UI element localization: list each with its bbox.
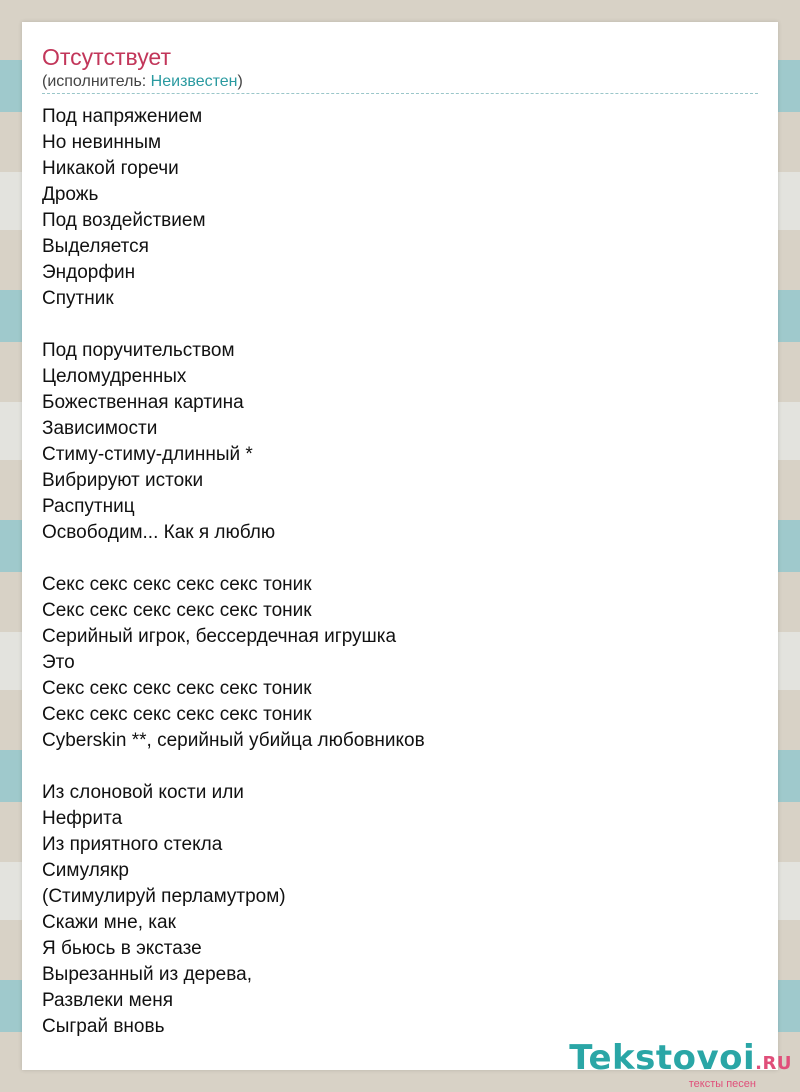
artist-suffix: ) <box>237 73 243 90</box>
lyric-line: Серийный игрок, бессердечная игрушка <box>42 626 397 647</box>
lyric-line: Секс секс секс секс секс тоник <box>42 574 312 595</box>
lyric-line: Это <box>42 652 75 673</box>
divider <box>42 93 758 94</box>
lyric-line: Освободим... Как я люблю <box>42 522 276 543</box>
lyric-line: Под напряжением <box>42 106 203 127</box>
artist-line <box>42 72 243 92</box>
lyric-line: Вырезанный из дерева, <box>42 964 252 985</box>
lyric-line: Я бьюсь в экстазе <box>42 938 202 959</box>
lyric-line: Но невинным <box>42 132 162 153</box>
lyric-line: Секс секс секс секс секс тоник <box>42 678 312 699</box>
lyric-line: Распутниц <box>42 496 135 517</box>
lyric-line: Вибрируют истоки <box>42 470 204 491</box>
logo-tagline: тексты песен <box>688 1078 756 1090</box>
lyric-line: Из приятного стекла <box>42 834 223 855</box>
lyric-line: Выделяется <box>42 236 149 257</box>
site-logo[interactable] <box>569 1040 792 1090</box>
lyric-line: Зависимости <box>42 418 158 439</box>
lyric-line: Секс секс секс секс секс тоник <box>42 704 312 725</box>
artist-prefix: (исполнитель: <box>42 73 151 90</box>
lyric-line <box>42 312 425 338</box>
lyric-line: Cyberskin **, серийный убийца любовников <box>42 730 425 751</box>
lyric-line: Эндорфин <box>42 262 136 283</box>
lyric-line: Под воздействием <box>42 210 206 231</box>
lyric-line: Целомудренных <box>42 366 187 387</box>
artist-link[interactable]: Неизвестен <box>150 73 238 90</box>
lyric-line: Из слоновой кости или <box>42 782 244 803</box>
lyric-line: (Стимулируй перламутром) <box>42 886 286 907</box>
lyrics-card <box>22 22 778 1070</box>
lyric-line: Стиму-стиму-длинный * <box>42 444 253 465</box>
logo-tld: .RU <box>755 1053 792 1074</box>
lyric-line: Скажи мне, как <box>42 912 176 933</box>
song-title: Отсутствует <box>42 44 171 70</box>
lyric-line <box>42 754 425 780</box>
lyric-line: Божественная картина <box>42 392 244 413</box>
lyric-line <box>42 546 425 572</box>
lyrics-text <box>42 104 425 1040</box>
logo-name: Tekstovoi <box>569 1038 756 1078</box>
lyric-line: Спутник <box>42 288 114 309</box>
lyric-line: Секс секс секс секс секс тоник <box>42 600 312 621</box>
lyric-line: Дрожь <box>42 184 99 205</box>
lyric-line: Развлеки меня <box>42 990 174 1011</box>
lyric-line: Под поручительством <box>42 340 235 361</box>
lyric-line: Симулякр <box>42 860 129 881</box>
lyric-line: Никакой горечи <box>42 158 179 179</box>
lyric-line: Сыграй вновь <box>42 1016 165 1037</box>
lyric-line: Нефрита <box>42 808 123 829</box>
